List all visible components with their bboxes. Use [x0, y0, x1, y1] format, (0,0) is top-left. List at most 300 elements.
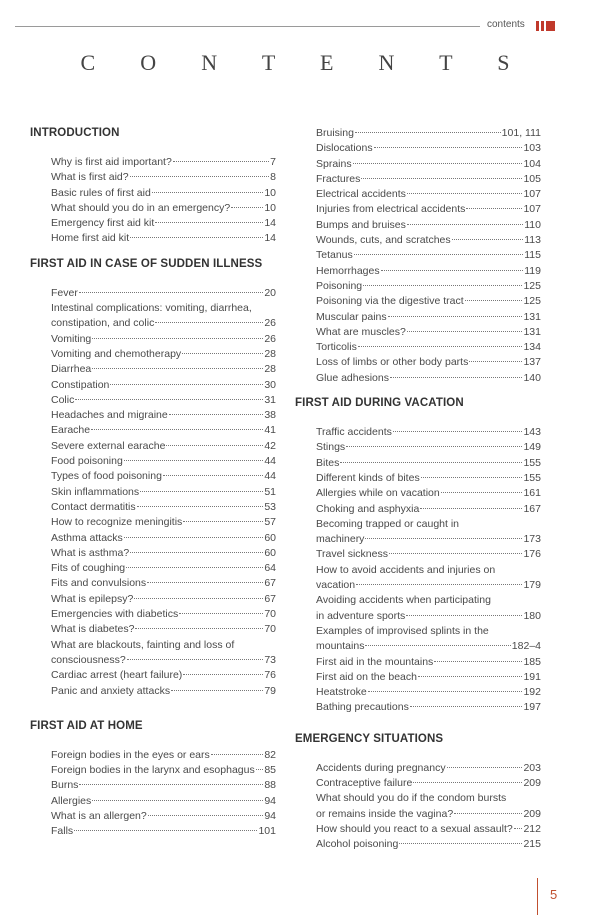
entry-title: Traffic accidents: [316, 426, 392, 439]
dot-leader: [441, 492, 523, 493]
entry-page: 140: [523, 371, 541, 384]
accent-bar: [541, 21, 544, 31]
entry-page: 107: [523, 188, 541, 201]
entry-title-continued: or remains inside the vagina?: [316, 807, 454, 820]
dot-leader: [211, 754, 264, 755]
toc-entry-list: [51, 748, 276, 840]
entry-title: Examples of improvised splints in the: [316, 624, 489, 637]
entry-title: Home first aid kit: [51, 232, 130, 245]
toc-entry[interactable]: [316, 761, 541, 776]
entry-page: 131: [523, 310, 541, 323]
dot-leader: [155, 322, 263, 323]
entry-page: 104: [523, 157, 541, 170]
entry-page: 149: [523, 441, 541, 454]
toc-section: [30, 257, 276, 699]
toc-entry[interactable]: [316, 172, 541, 187]
dot-leader: [91, 429, 263, 430]
toc-entry[interactable]: [51, 684, 276, 699]
toc-entry[interactable]: [51, 454, 276, 469]
dot-leader: [92, 800, 263, 801]
page-title: C O N T E N T S: [80, 50, 530, 75]
dot-leader: [381, 270, 524, 271]
toc-entry[interactable]: [316, 218, 541, 233]
dot-leader: [182, 353, 263, 354]
dot-leader: [92, 368, 263, 369]
entry-page: 203: [523, 761, 541, 774]
entry-page: 20: [264, 286, 276, 299]
toc-entry[interactable]: [316, 624, 541, 655]
entry-title-continued: consciousness?: [51, 653, 126, 666]
dot-leader: [406, 615, 522, 616]
entry-page: 107: [523, 203, 541, 216]
entry-page: 134: [523, 341, 541, 354]
dot-leader: [127, 659, 264, 660]
entry-title: Different kinds of bites: [316, 471, 420, 484]
entry-title: Dislocations: [316, 142, 373, 155]
toc-section: [295, 126, 541, 386]
entry-title: Electrical accidents: [316, 188, 406, 201]
entry-page: 70: [264, 608, 276, 621]
dot-leader: [365, 645, 510, 646]
toc-section: [295, 396, 541, 716]
entry-title: Fractures: [316, 172, 361, 185]
toc-entry[interactable]: [51, 186, 276, 201]
toc-entry[interactable]: [51, 347, 276, 362]
entry-line: [316, 609, 541, 624]
toc-entry[interactable]: [51, 531, 276, 546]
dot-leader: [434, 661, 522, 662]
toc-entry[interactable]: [316, 371, 541, 386]
toc-entry[interactable]: [316, 157, 541, 172]
toc-entry[interactable]: [316, 233, 541, 248]
entry-title: Why is first aid important?: [51, 156, 172, 168]
entry-line: [51, 653, 276, 668]
dot-leader: [110, 384, 263, 385]
entry-page: 57: [264, 516, 276, 529]
entry-page: 161: [523, 487, 541, 500]
toc-entry[interactable]: [316, 279, 541, 294]
toc-entry[interactable]: [51, 378, 276, 393]
entry-title: Emergencies with diabetics: [51, 608, 179, 621]
entry-title: Hemorrhages: [316, 264, 380, 277]
entry-page: 76: [264, 669, 276, 682]
entry-title: Contact dermatitis: [51, 500, 136, 513]
entry-title: Skin inflammations: [51, 485, 140, 498]
toc-entry[interactable]: [316, 486, 541, 501]
toc-entry[interactable]: [316, 264, 541, 279]
dot-leader: [356, 584, 522, 585]
toc-entry[interactable]: [51, 423, 276, 438]
entry-title: What is diabetes?: [51, 623, 135, 636]
dot-leader: [389, 553, 523, 554]
entry-page: 51: [264, 485, 276, 498]
entry-title: Allergies while on vacation: [316, 487, 440, 500]
entry-page: 70: [264, 623, 276, 636]
entry-title: Basic rules of first aid: [51, 186, 151, 199]
entry-title: Intestinal complications: vomiting, diarrhea,: [51, 302, 252, 315]
entry-title: What is asthma?: [51, 546, 130, 559]
toc-entry[interactable]: [51, 576, 276, 591]
dot-leader: [514, 828, 523, 829]
entry-title: Travel sickness: [316, 548, 388, 561]
entry-page: 185: [523, 655, 541, 668]
entry-page: 44: [264, 455, 276, 468]
entry-page: 44: [264, 470, 276, 483]
dot-leader: [390, 377, 523, 378]
entry-page: 8: [270, 171, 276, 184]
entry-title: Alcohol poisoning: [316, 838, 399, 851]
entry-title: First aid in the mountains: [316, 655, 434, 668]
entry-page: 143: [523, 426, 541, 439]
entry-title: What are muscles?: [316, 325, 406, 338]
toc-entry[interactable]: [316, 563, 541, 594]
entry-page: 60: [264, 531, 276, 544]
entry-page: 125: [523, 295, 541, 308]
dot-leader: [179, 613, 263, 614]
entry-title: Muscular pains: [316, 310, 387, 323]
toc-entry[interactable]: [51, 778, 276, 793]
toc-entry[interactable]: [316, 310, 541, 325]
entry-page: 167: [523, 502, 541, 515]
toc-entry[interactable]: [51, 216, 276, 231]
entry-page: 64: [264, 562, 276, 575]
toc-section: [30, 719, 276, 840]
entry-title: Burns: [51, 779, 79, 792]
entry-title: Avoiding accidents when participating: [316, 594, 491, 607]
dot-leader: [407, 224, 523, 225]
toc-entry[interactable]: [316, 202, 541, 217]
dot-leader: [418, 676, 522, 677]
dot-leader: [163, 475, 263, 476]
entry-title: Falls: [51, 825, 74, 838]
dot-leader: [365, 538, 522, 539]
toc-entry-list: [51, 286, 276, 699]
entry-page: 179: [523, 579, 541, 592]
dot-leader: [140, 491, 263, 492]
entry-line: [51, 316, 276, 331]
toc-entry-list: [316, 126, 541, 386]
toc-entry[interactable]: [51, 763, 276, 778]
entry-title: Fits of coughing: [51, 562, 126, 575]
entry-page: 137: [523, 356, 541, 369]
entry-title: Bruising: [316, 127, 354, 139]
entry-page: 131: [523, 325, 541, 338]
toc-section: [30, 126, 276, 247]
toc-entry[interactable]: [316, 425, 541, 440]
entry-title: Poisoning via the digestive tract: [316, 295, 464, 308]
toc-right-column: [295, 126, 541, 862]
entry-page: 85: [264, 764, 276, 777]
toc-entry[interactable]: [51, 155, 276, 170]
entry-title: What is an allergen?: [51, 809, 147, 822]
entry-page: 28: [264, 363, 276, 376]
dot-leader: [466, 208, 522, 209]
entry-title: Becoming trapped or caught in: [316, 517, 460, 530]
entry-page: 173: [523, 533, 541, 546]
toc-entry[interactable]: [51, 439, 276, 454]
toc-entry[interactable]: [51, 561, 276, 576]
dot-leader: [155, 222, 263, 223]
dot-leader: [399, 843, 522, 844]
entry-title: Colic: [51, 393, 75, 406]
entry-page: 119: [524, 264, 541, 277]
toc-entry[interactable]: [316, 791, 541, 822]
entry-page: 212: [523, 822, 541, 835]
toc-entry[interactable]: [316, 440, 541, 455]
entry-page: 7: [270, 156, 276, 168]
entry-page: 115: [524, 249, 541, 262]
entry-page: 73: [264, 653, 276, 666]
dot-leader: [137, 506, 264, 507]
entry-page: 88: [264, 779, 276, 792]
entry-page: 38: [264, 409, 276, 422]
entry-page: 125: [523, 279, 541, 292]
dot-leader: [388, 316, 523, 317]
toc-entry[interactable]: [316, 141, 541, 156]
toc-entry[interactable]: [51, 794, 276, 809]
entry-title-continued: machinery: [316, 533, 365, 546]
dot-leader: [173, 161, 269, 162]
toc-entry[interactable]: [316, 456, 541, 471]
toc-entry[interactable]: [51, 469, 276, 484]
toc-entry[interactable]: [316, 502, 541, 517]
dot-leader: [353, 163, 523, 164]
entry-page: 103: [523, 142, 541, 155]
entry-page: 42: [264, 439, 276, 452]
entry-title: Wounds, cuts, and scratches: [316, 234, 451, 247]
entry-title-continued: constipation, and colic: [51, 317, 155, 330]
dot-leader: [368, 691, 523, 692]
accent-bar: [546, 21, 555, 31]
toc-entry[interactable]: [51, 231, 276, 246]
entry-title: Allergies: [51, 794, 92, 807]
entry-page: 94: [264, 794, 276, 807]
entry-page: 10: [264, 186, 276, 199]
entry-page: 209: [523, 807, 541, 820]
section-heading: FIRST AID DURING VACATION: [295, 397, 464, 410]
dot-leader: [413, 782, 522, 783]
toc-entry[interactable]: [51, 668, 276, 683]
toc-entry[interactable]: [51, 824, 276, 839]
entry-title: Bites: [316, 456, 340, 469]
toc-entry[interactable]: [316, 837, 541, 852]
dot-leader: [354, 254, 523, 255]
entry-title: Loss of limbs or other body parts: [316, 356, 469, 369]
toc-entry[interactable]: [316, 517, 541, 548]
entry-title: Vomiting: [51, 332, 92, 345]
entry-page: 67: [264, 577, 276, 590]
section-heading: FIRST AID AT HOME: [30, 719, 143, 732]
entry-page: 101, 111: [501, 127, 541, 139]
toc-entry[interactable]: [51, 622, 276, 637]
entry-title: What is epilepsy?: [51, 592, 134, 605]
toc-entry[interactable]: [316, 685, 541, 700]
entry-title: Severe external earache: [51, 439, 166, 452]
dot-leader: [135, 628, 263, 629]
entry-title: Choking and asphyxia: [316, 502, 420, 515]
toc-entry[interactable]: [51, 809, 276, 824]
entry-title: Types of food poisoning: [51, 470, 162, 483]
dot-leader: [166, 445, 263, 446]
dot-leader: [420, 508, 522, 509]
entry-title: Emergency first aid kit: [51, 217, 155, 230]
entry-page: 53: [264, 500, 276, 513]
entry-title: Fever: [51, 286, 78, 299]
entry-title: Panic and anxiety attacks: [51, 684, 171, 697]
entry-page: 215: [523, 838, 541, 851]
entry-page: 26: [264, 332, 276, 345]
toc-entry[interactable]: [316, 340, 541, 355]
toc-entry[interactable]: [51, 301, 276, 332]
entry-title: Tetanus: [316, 249, 353, 262]
entry-line: [316, 807, 541, 822]
toc-entry[interactable]: [51, 607, 276, 622]
toc-entry[interactable]: [316, 248, 541, 263]
dot-leader: [256, 769, 264, 770]
toc-entry[interactable]: [316, 655, 541, 670]
toc-entry[interactable]: [51, 201, 276, 216]
dot-leader: [407, 331, 523, 332]
toc-entry[interactable]: [316, 670, 541, 685]
dot-leader: [92, 338, 263, 339]
entry-line: [316, 532, 541, 547]
entry-title: What should you do in an emergency?: [51, 201, 231, 214]
toc-entry-list: [316, 761, 541, 853]
dot-leader: [452, 239, 524, 240]
dot-leader: [169, 414, 264, 415]
toc-entry[interactable]: [316, 471, 541, 486]
toc-entry[interactable]: [316, 294, 541, 309]
dot-leader: [183, 674, 263, 675]
entry-page: 82: [264, 748, 276, 761]
toc-entry[interactable]: [51, 748, 276, 763]
dot-leader: [469, 361, 522, 362]
dot-leader: [393, 431, 523, 432]
entry-title: First aid on the beach: [316, 670, 417, 683]
toc-entry[interactable]: [51, 408, 276, 423]
entry-page: 105: [523, 172, 541, 185]
toc-entry[interactable]: [51, 485, 276, 500]
entry-title: Foreign bodies in the larynx and esophagus: [51, 764, 255, 777]
toc-entry[interactable]: [51, 638, 276, 669]
entry-title: What should you do if the condom bursts: [316, 792, 507, 805]
dot-leader: [75, 399, 263, 400]
entry-page: 79: [264, 684, 276, 697]
dot-leader: [454, 813, 522, 814]
toc-entry[interactable]: [51, 362, 276, 377]
dot-leader: [148, 815, 264, 816]
dot-leader: [363, 285, 522, 286]
toc-entry[interactable]: [316, 700, 541, 715]
entry-title: Earache: [51, 424, 91, 437]
entry-title: Bumps and bruises: [316, 218, 406, 231]
entry-title: Headaches and migraine: [51, 409, 168, 422]
toc-left-column: [30, 126, 276, 850]
dot-leader: [130, 552, 263, 553]
entry-page: 113: [524, 234, 541, 247]
entry-page: 182–4: [511, 640, 541, 653]
dot-leader: [147, 582, 263, 583]
toc-entry[interactable]: [51, 286, 276, 301]
dot-leader: [407, 193, 523, 194]
entry-page: 28: [264, 347, 276, 360]
dot-leader: [126, 567, 263, 568]
entry-title: Accidents during pregnancy: [316, 761, 446, 774]
toc-entry[interactable]: [51, 592, 276, 607]
entry-title-continued: mountains: [316, 640, 365, 653]
entry-page: 41: [264, 424, 276, 437]
toc-entry[interactable]: [51, 546, 276, 561]
section-heading: INTRODUCTION: [30, 127, 120, 139]
entry-title: Constipation: [51, 378, 110, 391]
dot-leader: [447, 767, 523, 768]
entry-title: Bathing precautions: [316, 701, 409, 714]
toc-entry[interactable]: [51, 170, 276, 185]
running-header: contents: [487, 19, 525, 30]
toc-entry[interactable]: [316, 776, 541, 791]
dot-leader: [361, 178, 522, 179]
entry-title: Fits and convulsions: [51, 577, 147, 590]
dot-leader: [183, 521, 263, 522]
header-rule: [15, 26, 480, 27]
dot-leader: [410, 706, 523, 707]
toc-entry[interactable]: [316, 126, 541, 141]
entry-page: 94: [264, 809, 276, 822]
toc-entry[interactable]: [51, 393, 276, 408]
entry-title: Contraceptive failure: [316, 776, 413, 789]
entry-page: 209: [523, 776, 541, 789]
toc-entry[interactable]: [316, 593, 541, 624]
entry-page: 60: [264, 546, 276, 559]
dot-leader: [124, 460, 264, 461]
entry-title: What are blackouts, fainting and loss of: [51, 638, 235, 651]
entry-title: How to avoid accidents and injuries on: [316, 563, 496, 576]
entry-title: What is first aid?: [51, 171, 129, 184]
entry-page: 155: [523, 456, 541, 469]
entry-title-continued: in adventure sports: [316, 609, 406, 622]
dot-leader: [374, 147, 523, 148]
entry-title: Asthma attacks: [51, 531, 123, 544]
entry-title: Vomiting and chemotherapy: [51, 347, 182, 360]
dot-leader: [421, 477, 523, 478]
toc-entry[interactable]: [316, 822, 541, 837]
dot-leader: [134, 598, 263, 599]
dot-leader: [171, 690, 263, 691]
entry-title: How should you react to a sexual assault?: [316, 822, 513, 835]
dot-leader: [358, 346, 523, 347]
toc-entry[interactable]: [316, 325, 541, 340]
toc-entry[interactable]: [51, 500, 276, 515]
toc-entry[interactable]: [51, 515, 276, 530]
toc-entry[interactable]: [316, 187, 541, 202]
toc-entry[interactable]: [316, 547, 541, 562]
entry-page: 31: [264, 393, 276, 406]
toc-entry[interactable]: [316, 355, 541, 370]
toc-section: [295, 732, 541, 853]
entry-title: Cardiac arrest (heart failure): [51, 669, 183, 682]
dot-leader: [465, 300, 523, 301]
entry-page: 176: [523, 548, 541, 561]
entry-page: 191: [523, 670, 541, 683]
entry-page: 180: [523, 609, 541, 622]
toc-entry[interactable]: [51, 332, 276, 347]
dot-leader: [355, 132, 501, 133]
entry-page: 10: [264, 201, 276, 214]
entry-title: Foreign bodies in the eyes or ears: [51, 748, 210, 761]
dot-leader: [74, 830, 257, 831]
dot-leader: [346, 446, 522, 447]
entry-line: [316, 639, 541, 654]
